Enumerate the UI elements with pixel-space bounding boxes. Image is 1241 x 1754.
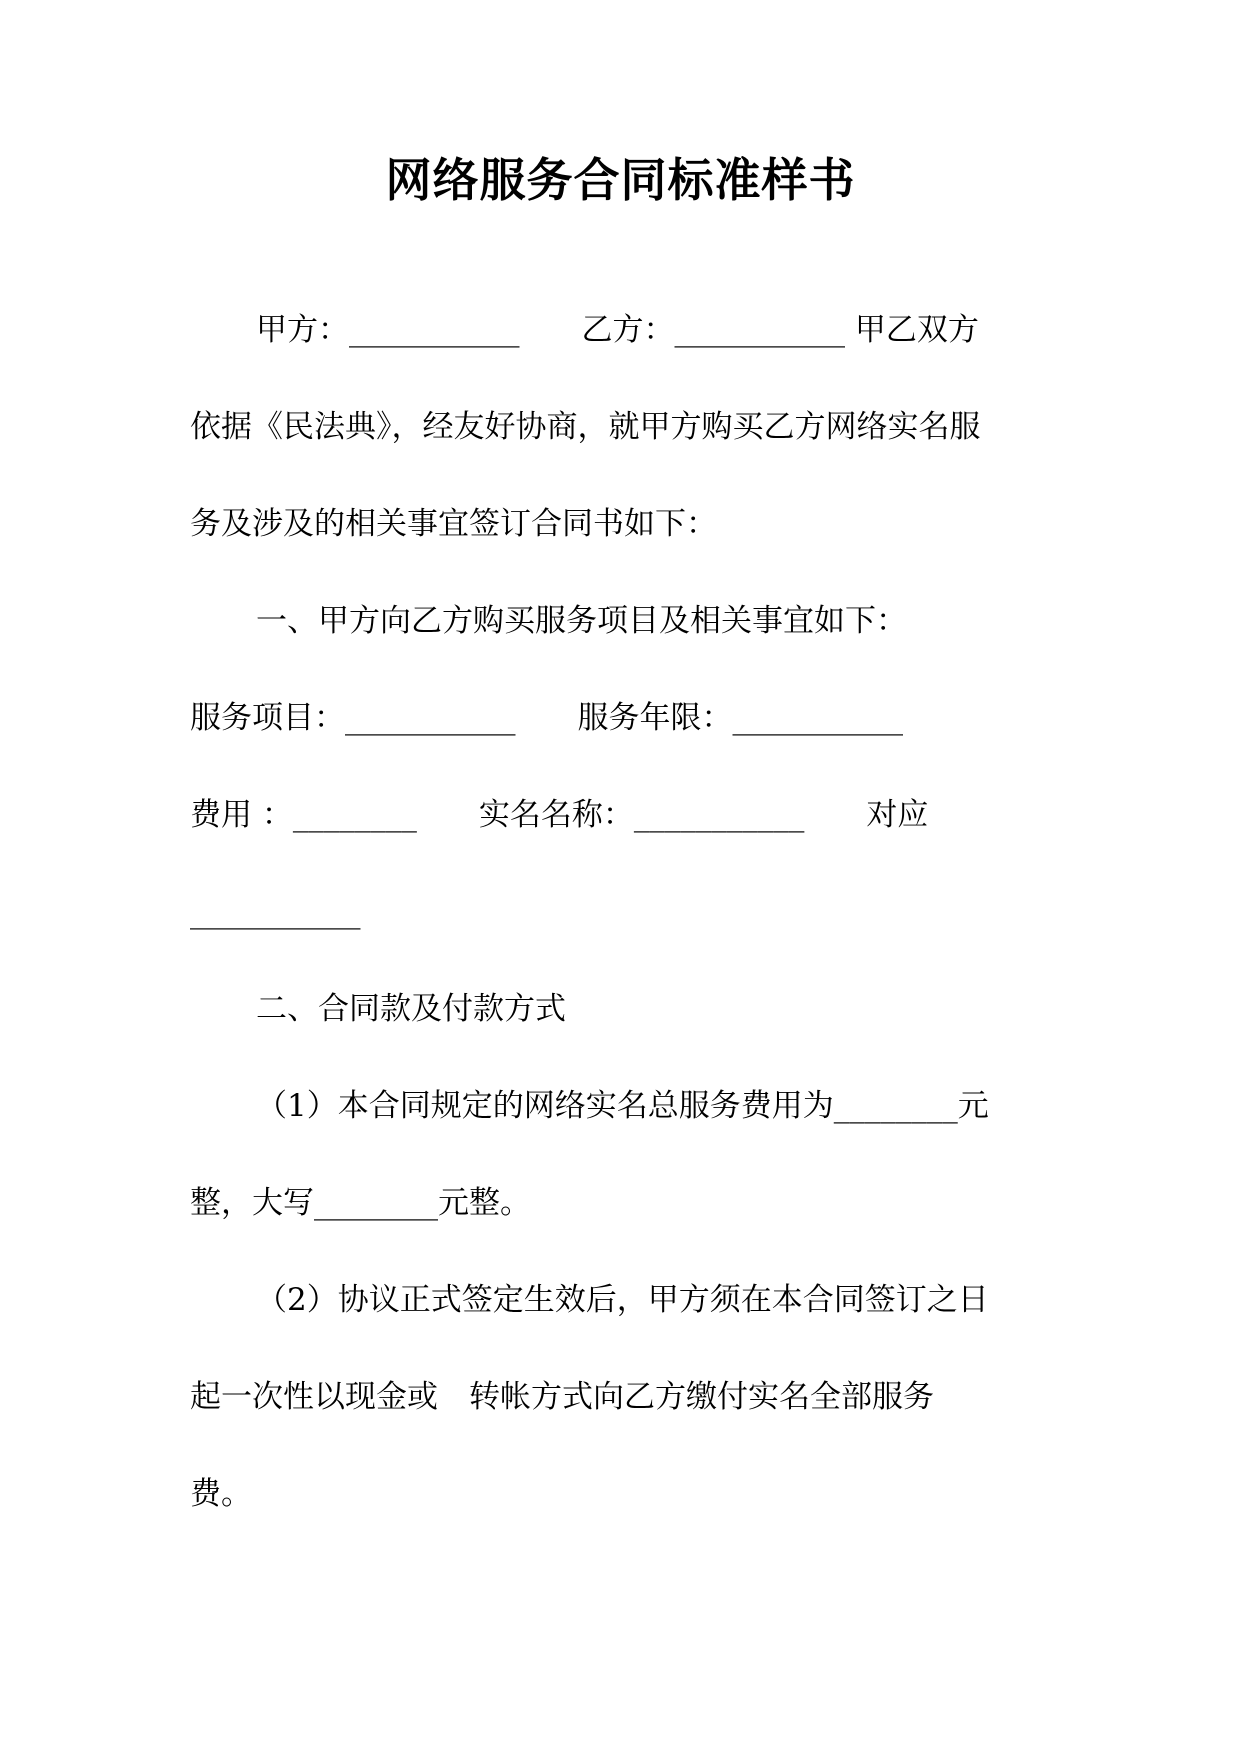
section-heading: 二、合同款及付款方式 [256, 991, 566, 1027]
paragraph-line: 甲方：___________ 乙方：___________ 甲乙双方 [256, 312, 979, 348]
paragraph-line: 服务项目：___________ 服务年限：___________ [190, 700, 903, 736]
paragraph-line: ___________ [190, 894, 361, 930]
paragraph-line: 务及涉及的相关事宜签订合同书如下： [190, 506, 717, 542]
paragraph-line: 整，大写________元整。 [190, 1185, 531, 1221]
paragraph-line: 费用 ：________ 实名名称：___________ 对应 [190, 797, 929, 833]
document-title: 网络服务合同标准样书 [385, 153, 856, 207]
paragraph-line: 依据《民法典》，经友好协商，就甲方购买乙方网络实名服 [190, 409, 981, 445]
section-heading: 一、甲方向乙方购买服务项目及相关事宜如下： [256, 603, 907, 639]
paragraph-line: 起一次性以现金或 转帐方式向乙方缴付实名全部服务 [190, 1379, 934, 1415]
paragraph-line: 费。 [190, 1476, 252, 1512]
paragraph-line: （2）协议正式签定生效后，甲方须在本合同签订之日 [256, 1282, 989, 1318]
paragraph-line: （1）本合同规定的网络实名总服务费用为________元 [256, 1088, 989, 1124]
